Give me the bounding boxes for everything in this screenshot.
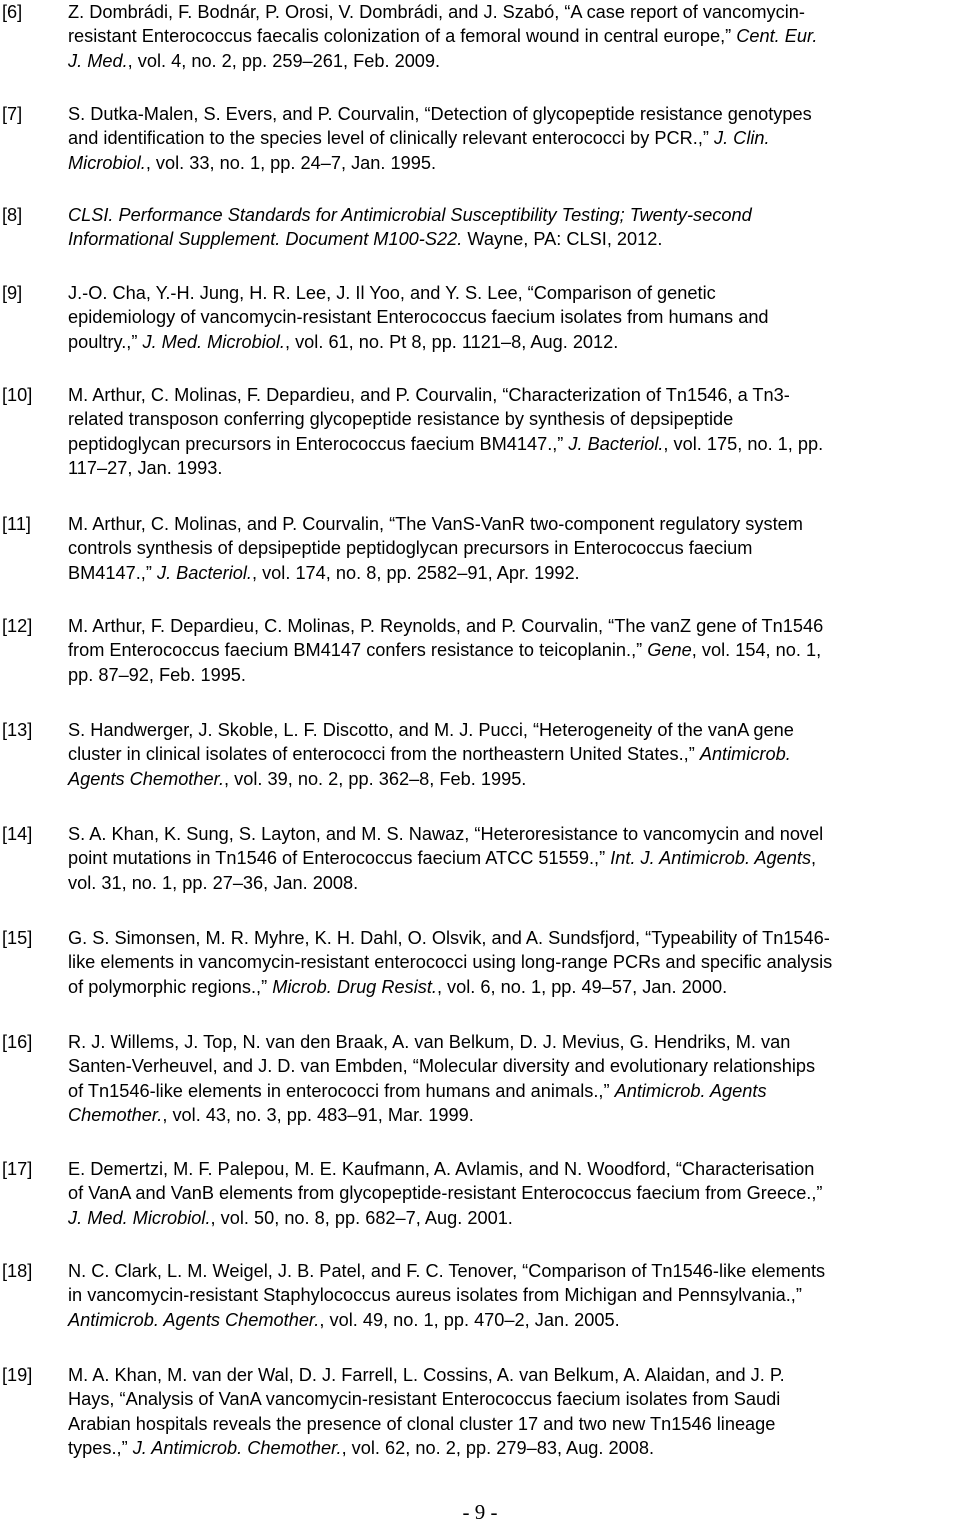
reference-line: J. Med. Microbiol., vol. 50, no. 8, pp. 682–7, Aug. 2001. [68,1207,513,1228]
reference-number: [6] [2,2,23,22]
reference-line: R. J. Willems, J. Top, N. van den Braak, A. van Belkum, D. J. Mevius, G. Hendriks, M. van [68,1032,791,1052]
reference-text [68,1259,960,1332]
reference-line: Santen-Verheuvel, and J. D. van Embden, “Molecular diversity and evolutionary relationships [68,1056,816,1077]
reference-text [68,0,960,73]
reference-line: M. Arthur, C. Molinas, and P. Courvalin, “The VanS-VanR two-component regulatory system [68,514,803,534]
reference-text [68,822,960,895]
reference-text [68,614,960,687]
reference-line: M. Arthur, C. Molinas, F. Depardieu, and P. Courvalin, “Characterization of Tn1546, a Tn3- [68,385,790,405]
reference-line: S. A. Khan, K. Sung, S. Layton, and M. S. Nawaz, “Heteroresistance to vancomycin and novel [68,824,824,844]
reference-line: epidemiology of vancomycin-resistant Enterococcus faecium isolates from humans and [68,307,769,328]
reference-line: of polymorphic regions.,” Microb. Drug Resist., vol. 6, no. 1, pp. 49–57, Jan. 2000. [68,976,728,997]
reference-line: controls synthesis of depsipeptide peptidoglycan precursors in Enterococcus faecium [68,538,753,559]
reference-line: Arabian hospitals reveals the presence of clonal cluster 17 and two new Tn1546 lineage [68,1413,776,1434]
reference-line: J.-O. Cha, Y.-H. Jung, H. R. Lee, J. Il Yoo, and Y. S. Lee, “Comparison of genetic [68,283,716,303]
reference-number: [16] [2,1032,33,1052]
reference-line: Z. Dombrádi, F. Bodnár, P. Orosi, V. Dombrádi, and J. Szabó, “A case report of vancomycin- [68,2,805,22]
page-number: - 9 - [462,1500,498,1524]
reference-number: [10] [2,385,33,405]
reference-line: S. Handwerger, J. Skoble, L. F. Discotto, and M. J. Pucci, “Heterogeneity of the vanA gene [68,720,794,740]
reference-line: 117–27, Jan. 1993. [68,458,223,479]
reference-line: Chemother., vol. 43, no. 3, pp. 483–91, Mar. 1999. [68,1105,474,1126]
reference-number: [7] [2,104,23,124]
reference-line: S. Dutka-Malen, S. Evers, and P. Courvalin, “Detection of glycopeptide resistance genotypes [68,104,812,124]
reference-line: Hays, “Analysis of VanA vancomycin-resistant Enterococcus faecium isolates from Saudi [68,1389,781,1410]
reference-line: related transposon conferring glycopeptide resistance by synthesis of depsipeptide [68,409,734,430]
reference-number: [15] [2,928,33,948]
reference-line: G. S. Simonsen, M. R. Myhre, K. H. Dahl, O. Olsvik, and A. Sundsfjord, “Typeability of Tn1546- [68,928,830,948]
reference-line: vol. 31, no. 1, pp. 27–36, Jan. 2008. [68,872,359,893]
reference-line: BM4147.,” J. Bacteriol., vol. 174, no. 8, pp. 2582–91, Apr. 1992. [68,562,580,583]
reference-line: resistant Enterococcus faecalis colonization of a femoral wound in central europe,” Cent. Eur. [68,26,818,47]
reference-text [68,383,960,481]
reference-text [68,203,960,252]
reference-line: J. Med., vol. 4, no. 2, pp. 259–261, Feb. 2009. [68,50,441,71]
reference-text [68,281,960,354]
reference-line: pp. 87–92, Feb. 1995. [68,664,246,685]
reference-line: Agents Chemother., vol. 39, no. 2, pp. 362–8, Feb. 1995. [68,768,527,789]
reference-line: point mutations in Tn1546 of Enterococcus faecium ATCC 51559.,” Int. J. Antimicrob. Agents, [68,848,817,869]
reference-line: Informational Supplement. Document M100-S22. Wayne, PA: CLSI, 2012. [68,229,663,250]
reference-line: peptidoglycan precursors in Enterococcus faecium BM4147.,” J. Bacteriol., vol. 175, no. 1, pp. [68,433,824,454]
reference-line: types.,” J. Antimicrob. Chemother., vol. 62, no. 2, pp. 279–83, Aug. 2008. [68,1438,655,1459]
reference-number: [13] [2,720,33,740]
reference-line: and identification to the species level of clinically relevant enterococci by PCR.,” J. Clin. [68,128,770,149]
reference-line: E. Demertzi, M. F. Palepou, M. E. Kaufmann, A. Avlamis, and N. Woodford, “Characterisation [68,1159,815,1179]
reference-text [68,1030,960,1128]
reference-text [68,102,960,175]
reference-number: [11] [2,514,31,534]
reference-line: M. Arthur, F. Depardieu, C. Molinas, P. Reynolds, and P. Courvalin, “The vanZ gene of Tn1546 [68,616,824,636]
reference-line: CLSI. Performance Standards for Antimicrobial Susceptibility Testing; Twenty-second [68,205,752,225]
reference-line: M. A. Khan, M. van der Wal, D. J. Farrell, L. Cossins, A. van Belkum, A. Alaidan, and J. P. [68,1365,785,1385]
reference-line: like elements in vancomycin-resistant enterococci using long-range PCRs and specific analysis [68,952,833,973]
reference-number: [12] [2,616,33,636]
reference-line: Antimicrob. Agents Chemother., vol. 49, no. 1, pp. 470–2, Jan. 2005. [68,1309,620,1330]
reference-line: Microbiol., vol. 33, no. 1, pp. 24–7, Jan. 1995. [68,152,437,173]
reference-text [68,1363,960,1461]
reference-number: [14] [2,824,33,844]
reference-line: in vancomycin-resistant Staphylococcus aureus isolates from Michigan and Pennsylvania.,” [68,1285,802,1306]
reference-number: [19] [2,1365,33,1385]
reference-line: of VanA and VanB elements from glycopeptide-resistant Enterococcus faecium from Greece.,” [68,1183,823,1204]
reference-text [68,718,960,791]
reference-line: from Enterococcus faecium BM4147 confers resistance to teicoplanin.,” Gene, vol. 154, no. 1, [68,640,822,661]
reference-text [68,512,960,585]
reference-line: cluster in clinical isolates of enterococci from the northeastern United States.,” Antimicrob. [68,744,791,765]
reference-number: [9] [2,283,23,303]
reference-text [68,926,960,999]
reference-number: [17] [2,1159,33,1179]
reference-line: of Tn1546-like elements in enterococci from humans and animals.,” Antimicrob. Agents [68,1080,767,1101]
reference-line: poultry.,” J. Med. Microbiol., vol. 61, no. Pt 8, pp. 1121–8, Aug. 2012. [68,331,619,352]
reference-number: [18] [2,1261,33,1281]
reference-text [68,1157,960,1230]
reference-line: N. C. Clark, L. M. Weigel, J. B. Patel, and F. C. Tenover, “Comparison of Tn1546-like elements [68,1261,826,1281]
reference-number: [8] [2,205,23,225]
